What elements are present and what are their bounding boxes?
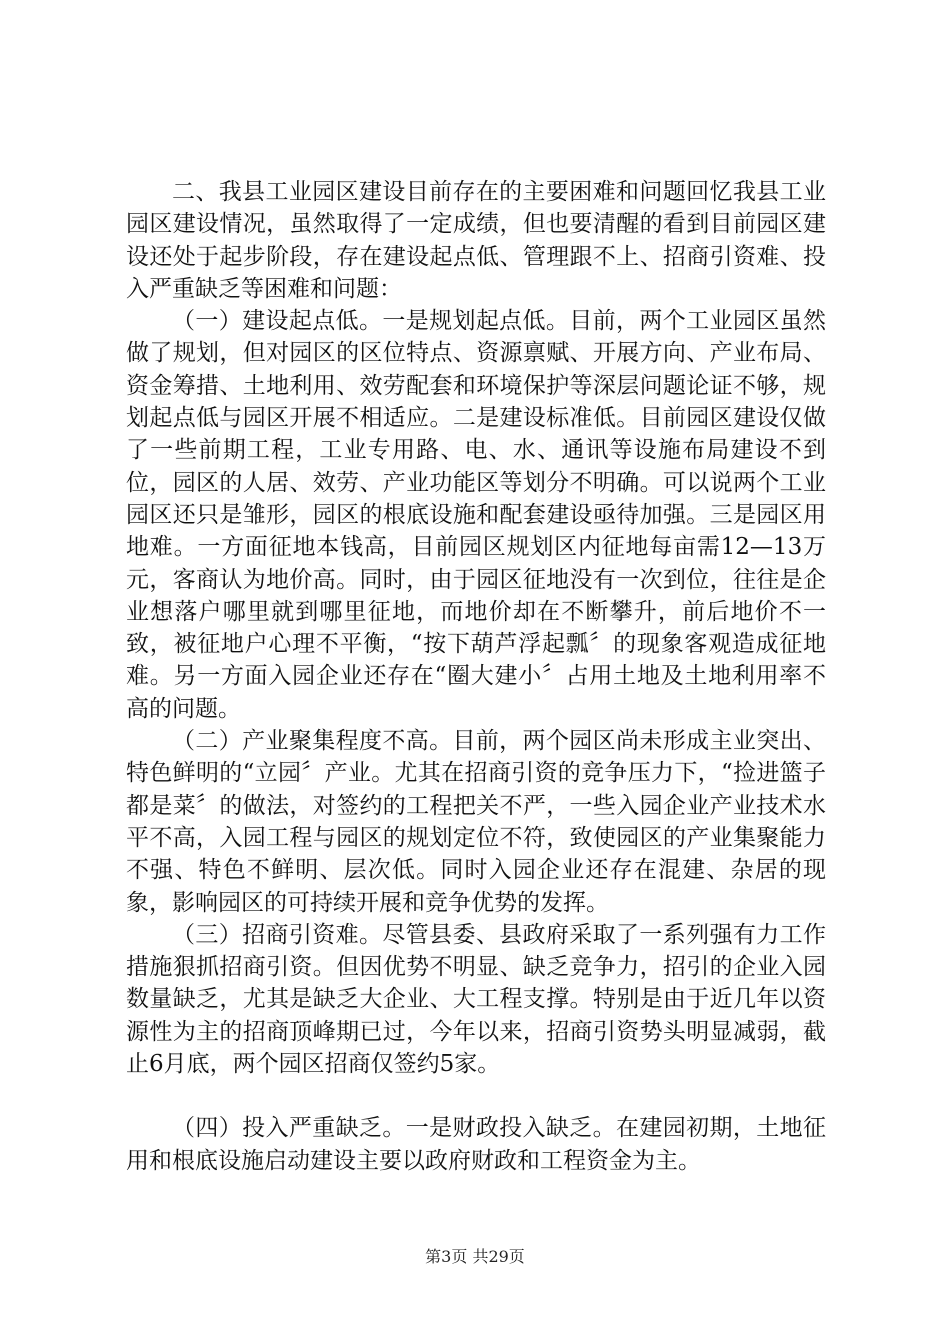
paragraph-gap [126, 1080, 826, 1112]
paragraph-item-one: （一）建设起点低。一是规划起点低。目前，两个工业园区虽然做了规划，但对园区的区位特点、资源禀赋、开展方向、产业布局、资金筹措、土地利用、效劳配套和环境保护等深层问题论证不够，规划起点低与园区开展不相适应。二是建设标准低。目前园区建设仅做了一些前期工程，工业专用路、电、水、通讯等设施布局建设不到位，园区的人居、效劳、产业功能区等划分不明确。可以说两个工业园区还只是雏形，园区的根底设施和配套建设亟待加强。三是园区用地难。一方面征地本钱高，目前园区规划区内征地每亩需12—13万元，客商认为地价高。同时，由于园区征地没有一次到位，往往是企业想落户哪里就到哪里征地，而地价却在不断攀升，前后地价不一致，被征地户心理不平衡，“按下葫芦浮起瓢〞的现象客观造成征地难。另一方面入园企业还存在“圈大建小〞占用土地及土地利用率不高的问题。 [126, 308, 826, 722]
paragraph-item-two: （二）产业聚集程度不高。目前，两个园区尚未形成主业突出、特色鲜明的“立园〞产业。尤其在招商引资的竞争压力下，“捡进篮子都是菜〞的做法，对签约的工程把关不严，一些入园企业产业技术水平不高，入园工程与园区的规划定位不符，致使园区的产业集聚能力不强、特色不鲜明、层次低。同时入园企业还存在混建、杂居的现象，影响园区的可持续开展和竞争优势的发挥。 [126, 728, 826, 916]
paragraph-section-two: 二、我县工业园区建设目前存在的主要困难和问题回忆我县工业园区建设情况，虽然取得了一定成绩，但也要清醒的看到目前园区建设还处于起步阶段，存在建设起点低、管理跟不上、招商引资难、投入严重缺乏等困难和问题： [126, 179, 826, 302]
document-body [126, 176, 826, 1177]
page-footer: 第3页 共29页 [425, 1247, 525, 1266]
paragraph-item-three: （三）招商引资难。尽管县委、县政府采取了一系列强有力工作措施狠抓招商引资。但因优势不明显、缺乏竞争力，招引的企业入园数量缺乏，尤其是缺乏大企业、大工程支撑。特别是由于近几年以资源性为主的招商顶峰期已过，今年以来，招商引资势头明显减弱，截止6月底，两个园区招商仅签约5家。 [126, 921, 826, 1078]
paragraph-item-four: （四）投入严重缺乏。一是财政投入缺乏。在建园初期，土地征用和根底设施启动建设主要以政府财政和工程资金为主。 [126, 1115, 826, 1174]
